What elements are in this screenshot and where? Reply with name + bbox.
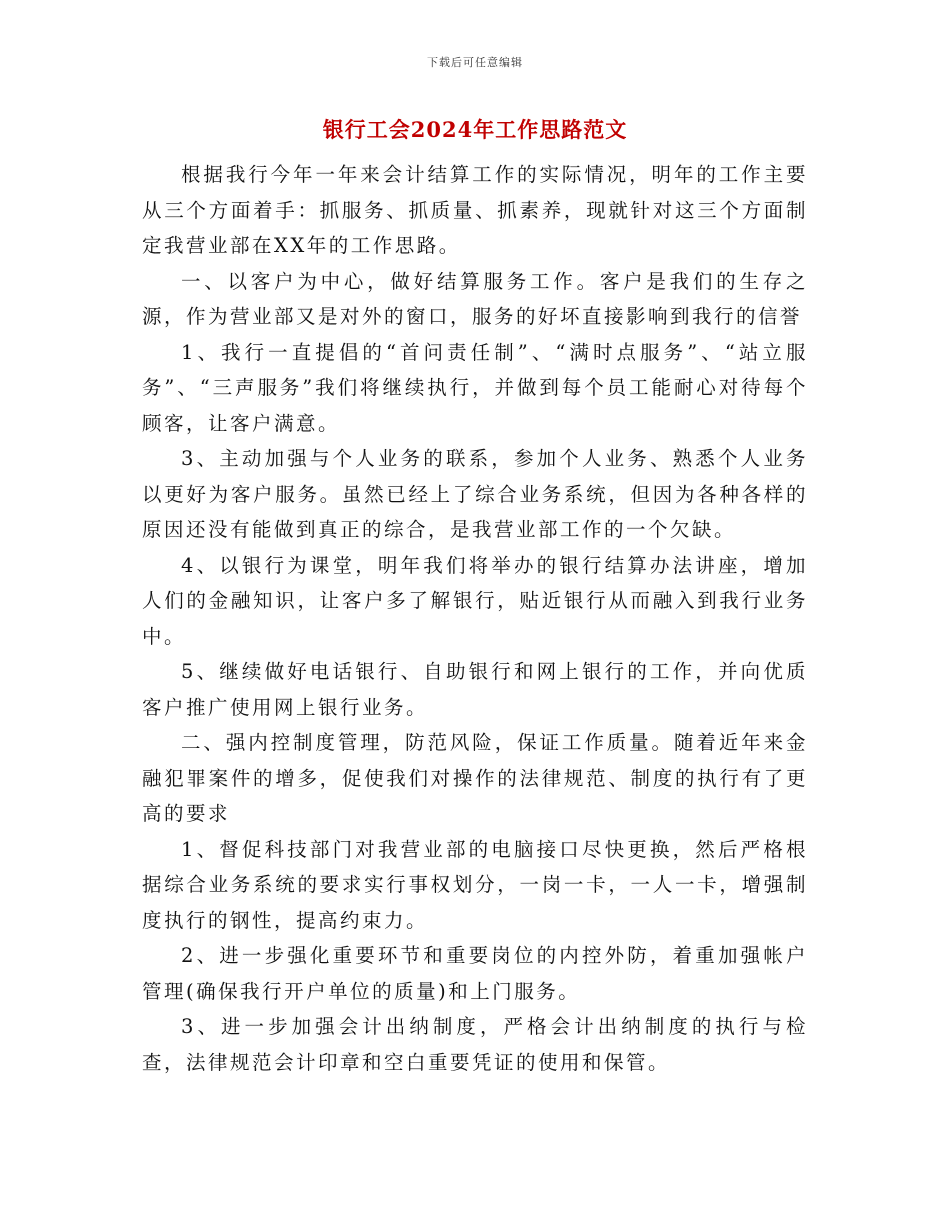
paragraph-section-1: 一、以客户为中心，做好结算服务工作。客户是我们的生存之源，作为营业部又是对外的窗口，服务的好坏直接影响到我行的信誉	[142, 269, 808, 328]
paragraph-item: 1、我行一直提倡的“首问责任制”、“满时点服务”、“站立服务”、“三声服务”我们将继续执行，并做到每个员工能耐心对待每个顾客，让客户满意。	[142, 340, 808, 435]
document-title: 银行工会2024年工作思路范文	[322, 117, 628, 142]
paragraph-intro: 根据我行今年一年来会计结算工作的实际情况，明年的工作主要从三个方面着手：抓服务、抓质量、抓素养，现就针对这三个方面制定我营业部在XX年的工作思路。	[142, 163, 808, 257]
document-body	[142, 157, 808, 1080]
paragraph-item: 2、进一步强化重要环节和重要岗位的内控外防，着重加强帐户管理(确保我行开户单位的质量)和上门服务。	[142, 944, 808, 1003]
paragraph-item: 5、继续做好电话银行、自助银行和网上银行的工作，并向优质客户推广使用网上银行业务。	[142, 660, 808, 719]
paragraph-item: 1、督促科技部门对我营业部的电脑接口尽快更换，然后严格根据综合业务系统的要求实行事权划分，一岗一卡，一人一卡，增强制度执行的钢性，提高约束力。	[142, 837, 808, 932]
header-note: 下载后可任意编辑	[427, 56, 523, 69]
paragraph-item: 3、进一步加强会计出纳制度，严格会计出纳制度的执行与检查，法律规范会计印章和空白重要凭证的使用和保管。	[142, 1015, 808, 1074]
paragraph-item: 4、以银行为课堂，明年我们将举办的银行结算办法讲座，增加人们的金融知识，让客户多了解银行，贴近银行从而融入到我行业务中。	[142, 553, 808, 648]
paragraph-item: 3、主动加强与个人业务的联系，参加个人业务、熟悉个人业务以更好为客户服务。虽然已经上了综合业务系统，但因为各种各样的原因还没有能做到真正的综合，是我营业部工作的一个欠缺。	[142, 447, 808, 541]
paragraph-section-2: 二、强内控制度管理，防范风险，保证工作质量。随着近年来金融犯罪案件的增多，促使我们对操作的法律规范、制度的执行有了更高的要求	[142, 731, 808, 825]
